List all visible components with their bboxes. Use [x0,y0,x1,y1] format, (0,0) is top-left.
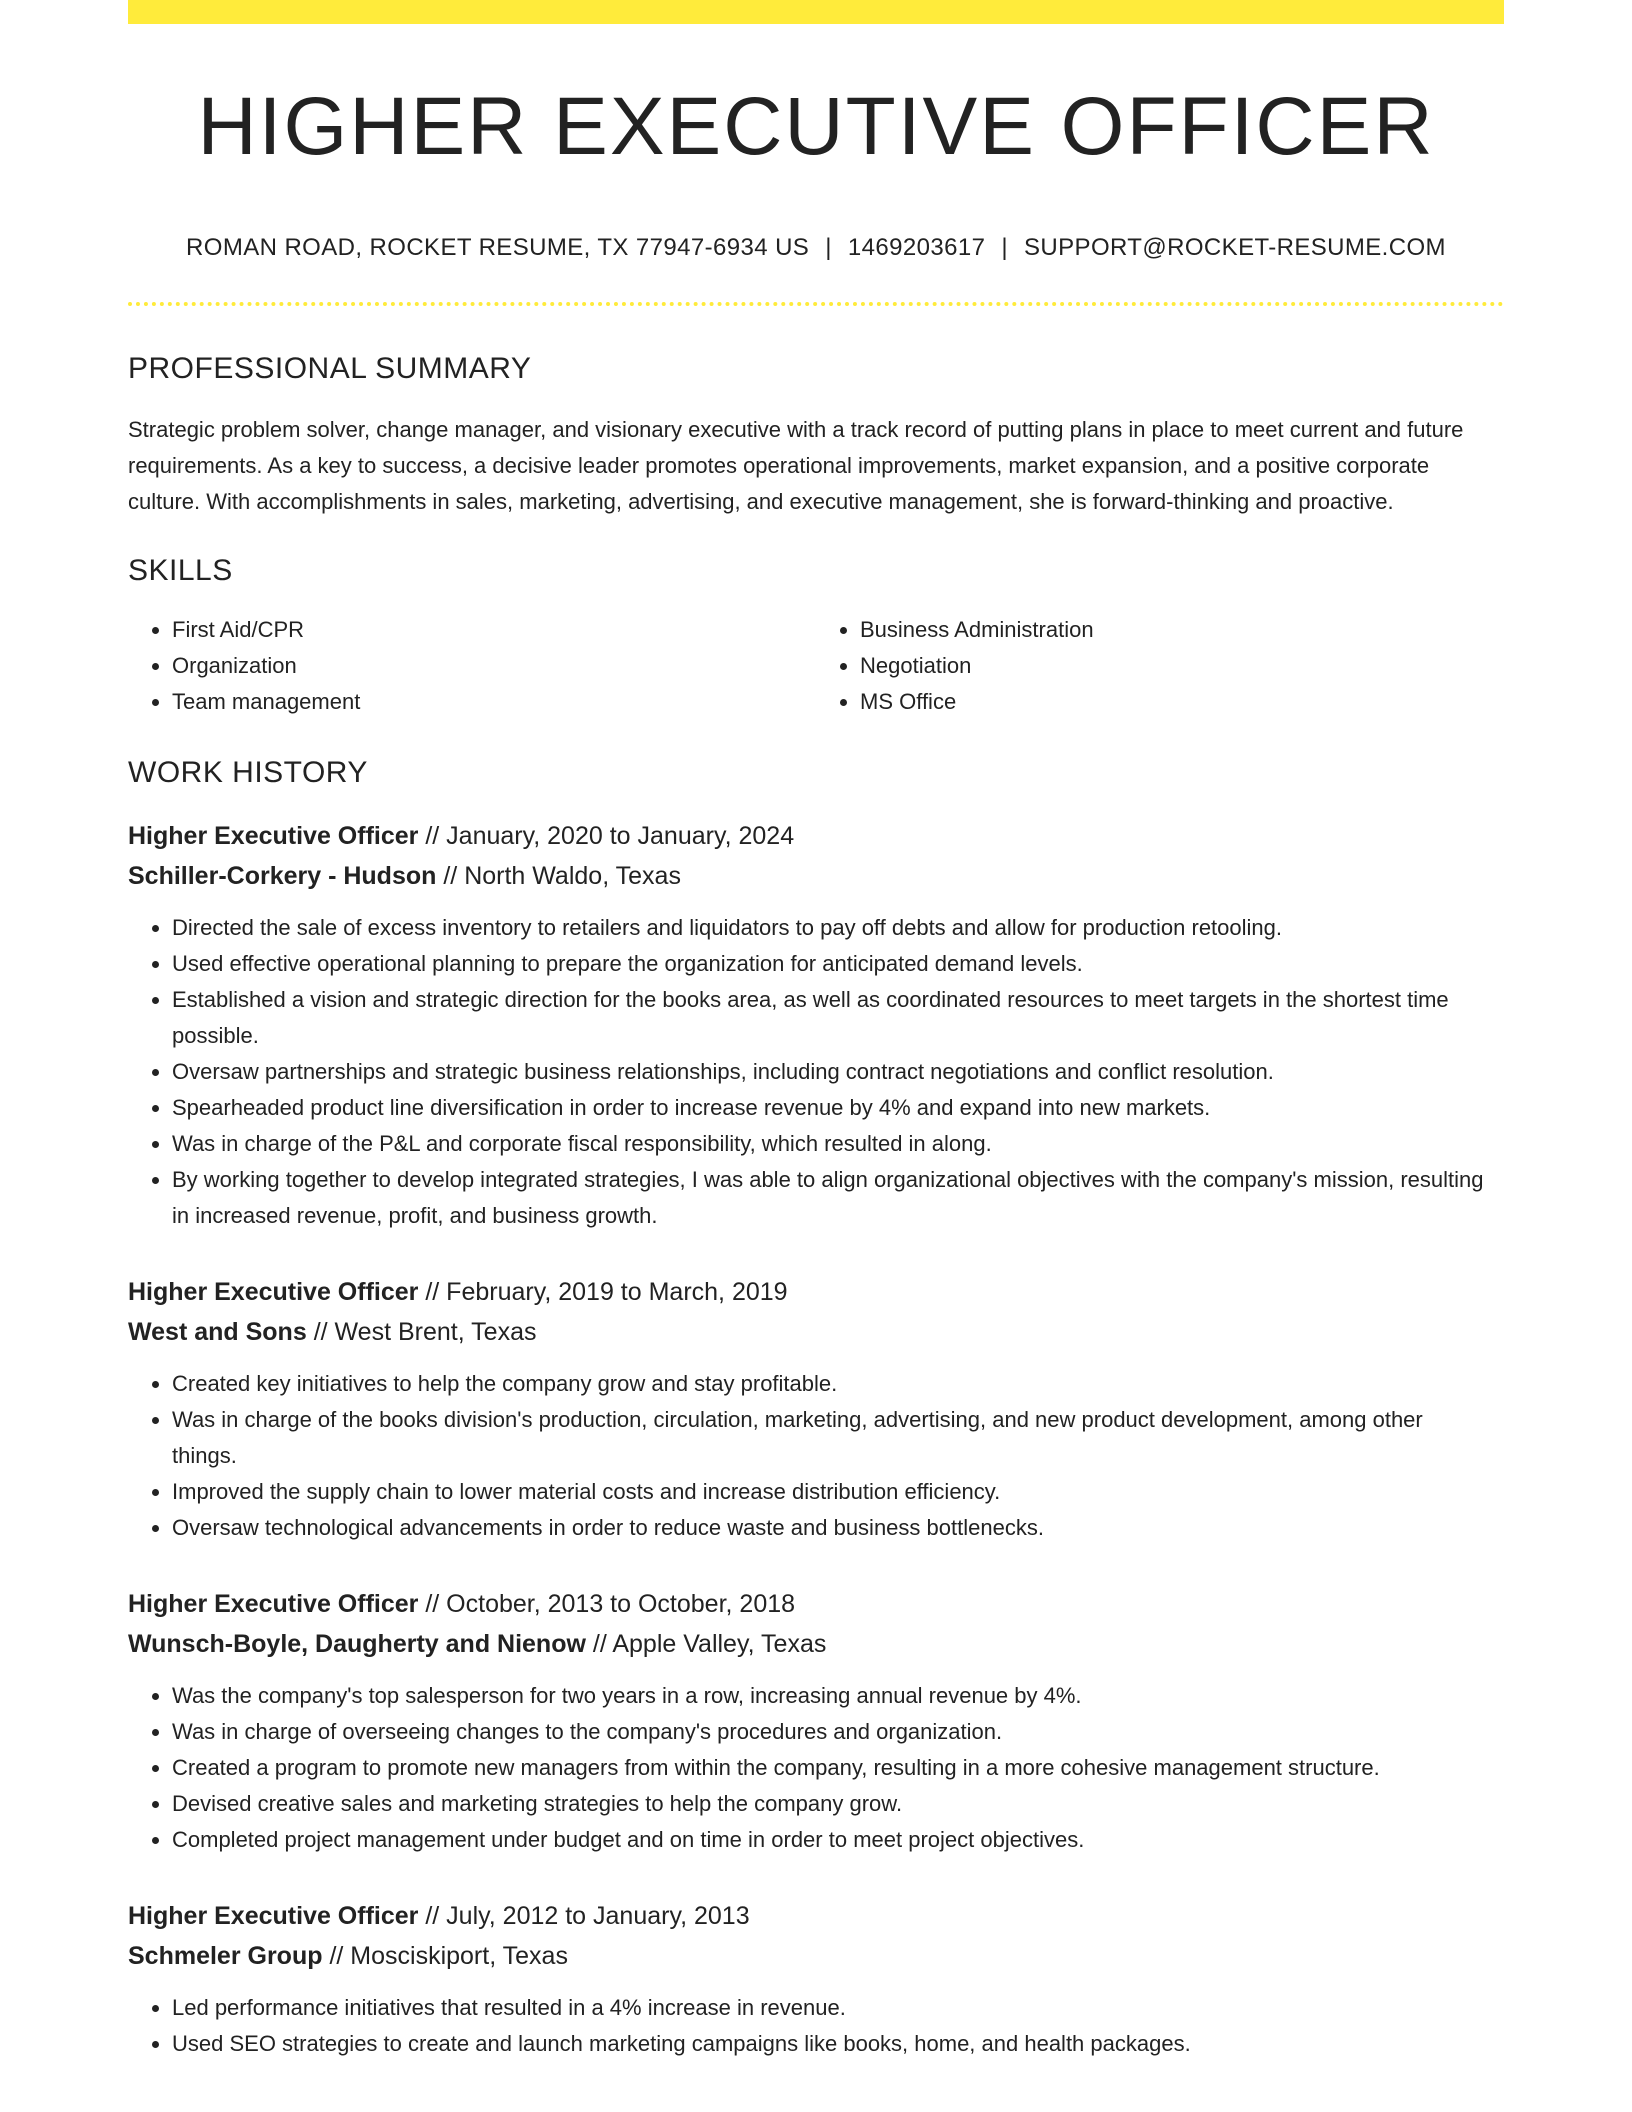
job-role: Higher Executive Officer [128,822,419,851]
job-bullet: • Spearheaded product line diversification in order to increase revenue by 4% and expand into new markets. [172,1090,1504,1126]
top-accent-bar [128,0,1504,24]
job-bullet: • Completed project management under budget and on time in order to meet project objectives. [172,1822,1504,1858]
skills-list-right [816,612,1504,720]
skill-item: • Negotiation [860,648,1504,684]
job-company: West and Sons [128,1318,307,1347]
job-company-line [128,1936,1504,1976]
job-role-line [128,1272,1504,1312]
job-dates: // October, 2013 to October, 2018 [418,1590,796,1619]
job-bullet: • Directed the sale of excess inventory to retailers and liquidators to pay off debts and allow for production retooling. [172,910,1504,946]
job-role-line [128,1896,1504,1936]
job-company-line [128,1312,1504,1352]
contact-line [128,234,1504,262]
job-company: Wunsch-Boyle, Daugherty and Nienow [128,1630,586,1659]
job-location: // West Brent, Texas [306,1318,537,1347]
summary-text: Strategic problem solver, change manager, and visionary executive with a track record of putting plans in place to meet current and future requirements. As a key to success, a decisive leader promotes operational improvements, market expansion, and a positive corporate culture. With accomplishments in sales, marketing, advertising, and executive management, she is forward-thinking and proactive. [128,417,1464,515]
job-bullet: • Was the company's top salesperson for two years in a row, increasing annual revenue by 4%. [172,1678,1504,1714]
job-bullet: • Was in charge of the books division's production, circulation, marketing, advertising, and new product development, among other things. [172,1402,1504,1474]
job-company: Schmeler Group [128,1942,323,1971]
job-company-line [128,856,1504,896]
resume-title: HIGHER EXECUTIVE OFFICER [197,81,1435,172]
job-bullet: • Created a program to promote new managers from within the company, resulting in a more cohesive management structure. [172,1750,1504,1786]
skills-grid [128,612,1504,720]
job-bullet: • Created key initiatives to help the company grow and stay profitable. [172,1366,1504,1402]
job-dates: // January, 2020 to January, 2024 [418,822,795,851]
job-bullet: • By working together to develop integrated strategies, I was able to align organizational objectives with the company's mission, resulting in increased revenue, profit, and business growth. [172,1162,1504,1234]
job-entry [128,1584,1504,1858]
job-location: // Apple Valley, Texas [585,1630,827,1659]
job-entry [128,1272,1504,1546]
contact-separator: | [825,234,832,262]
job-bullet: • Established a vision and strategic direction for the books area, as well as coordinated resources to meet targets in the shortest time possible. [172,982,1504,1054]
job-entry [128,816,1504,1234]
contact-separator: | [1001,234,1008,262]
work-history-heading: WORK HISTORY [128,756,368,790]
job-role: Higher Executive Officer [128,1902,419,1931]
job-bullet: • Devised creative sales and marketing strategies to help the company grow. [172,1786,1504,1822]
skill-item: • Business Administration [860,612,1504,648]
job-bullet: • Used effective operational planning to prepare the organization for anticipated demand levels. [172,946,1504,982]
job-bullets [128,1990,1504,2062]
contact-address: ROMAN ROAD, ROCKET RESUME, TX 77947-6934 US [186,234,810,262]
job-location: // North Waldo, Texas [436,862,681,891]
job-bullet: • Improved the supply chain to lower material costs and increase distribution efficiency. [172,1474,1504,1510]
resume-page [128,0,1504,2062]
job-company: Schiller-Corkery - Hudson [128,862,437,891]
job-dates: // February, 2019 to March, 2019 [418,1278,788,1307]
job-bullets [128,1366,1504,1546]
skills-list-left [128,612,816,720]
contact-email: SUPPORT@ROCKET-RESUME.COM [1023,234,1446,262]
job-bullet: • Oversaw technological advancements in order to reduce waste and business bottlenecks. [172,1510,1504,1546]
job-bullet: • Used SEO strategies to create and launch marketing campaigns like books, home, and health packages. [172,2026,1504,2062]
job-role: Higher Executive Officer [128,1278,419,1307]
dotted-divider [128,302,1504,306]
summary-heading: PROFESSIONAL SUMMARY [128,352,532,386]
job-role-line [128,816,1504,856]
job-bullet: • Was in charge of the P&L and corporate fiscal responsibility, which resulted in along. [172,1126,1504,1162]
job-bullets [128,1678,1504,1858]
job-company-line [128,1624,1504,1664]
job-dates: // July, 2012 to January, 2013 [418,1902,750,1931]
job-bullet: • Oversaw partnerships and strategic business relationships, including contract negotiations and conflict resolution. [172,1054,1504,1090]
skill-item: • Organization [172,648,816,684]
job-role: Higher Executive Officer [128,1590,419,1619]
skill-item: • MS Office [860,684,1504,720]
job-bullet: • Was in charge of overseeing changes to the company's procedures and organization. [172,1714,1504,1750]
job-bullets [128,910,1504,1234]
skills-heading: SKILLS [128,554,233,588]
job-bullet: • Led performance initiatives that resulted in a 4% increase in revenue. [172,1990,1504,2026]
skill-item: • Team management [172,684,816,720]
job-role-line [128,1584,1504,1624]
contact-phone: 1469203617 [847,234,986,262]
skill-item: • First Aid/CPR [172,612,816,648]
job-entry [128,1896,1504,2062]
job-location: // Mosciskiport, Texas [322,1942,568,1971]
